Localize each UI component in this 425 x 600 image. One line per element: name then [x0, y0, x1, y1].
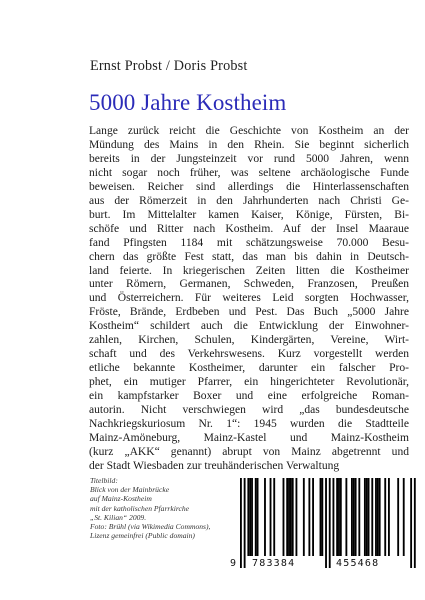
blurb-line: beweisen. Reicher sind allerdings die Hinterlassenschaften [89, 180, 409, 193]
barcode-bar [249, 478, 251, 556]
barcode-bar [358, 478, 360, 556]
barcode-bar [351, 478, 353, 556]
blurb-line: und Österreichern. Für weiteres Leid sorgten Hochwasser, [89, 292, 409, 305]
barcode-bar [308, 478, 310, 556]
barcode-guard-bar [329, 478, 331, 568]
barcode-bar [388, 478, 390, 556]
barcode-bar [312, 478, 314, 556]
blurb-line: Lange zurück reicht die Geschichte von Kostheim an der [89, 125, 409, 137]
barcode-bar [296, 478, 298, 556]
barcode-bar [288, 478, 290, 556]
blurb-line: aus der Römerzeit in den Jahrhunderten nach Christi Ge- [89, 194, 409, 207]
credit-line: Titelbild: [90, 476, 118, 485]
blurb-line: Nachkriegskuriosum Nr. 1“: 1945 wurden die Stadtteile [89, 418, 409, 431]
barcode-bar [257, 478, 259, 556]
barcode-bar [364, 478, 366, 556]
barcode-bar [345, 478, 347, 556]
blurb-line: schaft und des Verkehrswesens. Kurz vorgestellt werden [89, 348, 409, 361]
book-blurb [89, 125, 409, 474]
blurb-line: bereits in der Jungsteinzeit vor rund 5000 Jahren, wenn [89, 152, 409, 165]
isbn-barcode [228, 476, 418, 572]
blurb-line: autorin. Nicht verschwiegen wird „das bundesdeutsche [89, 404, 409, 417]
barcode-bar [340, 478, 342, 556]
blurb-line: nicht sogar noch früher, was seltene archäologische Funde [89, 166, 409, 179]
barcode-bar [397, 478, 399, 556]
credit-line: Lizenz gemeinfrei (Public domain) [90, 531, 195, 541]
barcode-bar [353, 478, 355, 556]
barcode-bar [375, 478, 377, 556]
barcode-bar [303, 478, 305, 556]
barcode-bar [366, 478, 368, 556]
book-title: 5000 Jahre Kostheim [89, 90, 287, 115]
blurb-line: chern das größte Fest statt, das man bis dahin in Deutsch- [89, 250, 409, 263]
barcode-bar [251, 478, 253, 556]
blurb-line: der Stadt Wiesbaden zur treuhänderischen Verwaltung [89, 459, 340, 472]
barcode-bar [384, 478, 386, 556]
blurb-line: zahlen, Kirchen, Schulen, Kindergärten, Vereine, Wirt- [89, 334, 409, 347]
barcode-bar [403, 478, 405, 556]
blurb-line: Mündung des Mains in den Rhein. Sie beginnt sicherlich [89, 138, 409, 151]
credit-line: auf Mainz-Kostheim [90, 494, 152, 504]
barcode-bar [270, 478, 272, 556]
barcode-bar [321, 478, 323, 556]
blurb-line: etliche bekannte Kostheimer, darunter ein falscher Pro- [89, 362, 409, 375]
barcode-bar [320, 478, 322, 556]
blurb-line: land feierte. In kriegerischen Zeiten litten die Kostheimer [89, 264, 409, 277]
cover-photo-credits [90, 476, 210, 540]
barcode-guard-bar [240, 478, 242, 568]
barcode-bar [336, 478, 338, 556]
barcode-bar [355, 478, 357, 556]
barcode-guard-bar [244, 478, 246, 568]
barcode-bar [283, 478, 285, 556]
blurb-line: ein kampfstarker Boxer und eine erfolgreiche Roman- [89, 390, 409, 403]
barcode-guard-bar [410, 478, 412, 568]
barcode-bar [368, 478, 370, 556]
barcode-bar [255, 478, 257, 556]
blurb-line: phet, ein mutiger Pfarrer, ein hingerichteter Revolutionär, [89, 376, 409, 389]
barcode-bar [292, 478, 294, 556]
blurb-line: burt. Im Mittelalter kamen Kaiser, Könige, Fürsten, Bi- [89, 208, 409, 221]
barcode-guard-bar [414, 478, 416, 568]
barcode-bar [379, 478, 381, 556]
barcode-bar [377, 478, 379, 556]
barcode-bar [333, 478, 335, 556]
barcode-bar [371, 478, 373, 556]
barcode-left-group: 783384 [252, 558, 296, 569]
barcode-bar [264, 478, 266, 556]
blurb-line: Kostheim“ schildert auch die Entwicklung der Einwohner- [89, 320, 409, 333]
blurb-line: Fröste, Brände, Erdbeben und Pest. Das Buch „5000 Jahre [89, 306, 409, 319]
blurb-line: fand Pfingsten 1184 mit schätzungsweise 70.000 Besu- [89, 236, 409, 249]
barcode-guard-bar [325, 478, 327, 568]
barcode-bar [338, 478, 340, 556]
barcode-first-digit: 9 [230, 558, 238, 569]
book-authors: Ernst Probst / Doris Probst [90, 58, 248, 74]
barcode-right-group: 455468 [336, 558, 380, 569]
barcode-bar [286, 478, 288, 556]
barcode-bar [273, 478, 275, 556]
credit-line: „St. Kilian“ 2009. [90, 512, 147, 522]
credit-line: Blick von der Mainbrücke [90, 485, 170, 495]
blurb-line: Mainz-Amöneburg, Mainz-Kastel und Mainz-Kostheim [89, 431, 409, 444]
blurb-line: schöfe und Ritter nach Kostheim. Auf der Insel Maaraue [89, 222, 409, 235]
credit-line: mit der katholischen Pfarrkirche [90, 503, 190, 513]
blurb-line: unter Römern, Germanen, Schweden, Franzosen, Preußen [89, 278, 409, 291]
barcode-bar [247, 478, 249, 556]
blurb-line: (kurz „AKK“ genannt) abrupt von Mainz abgetrennt und [89, 445, 409, 458]
barcode-bar [290, 478, 292, 556]
credit-line: Foto: Brühl (via Wikimedia Commons), [90, 522, 211, 532]
